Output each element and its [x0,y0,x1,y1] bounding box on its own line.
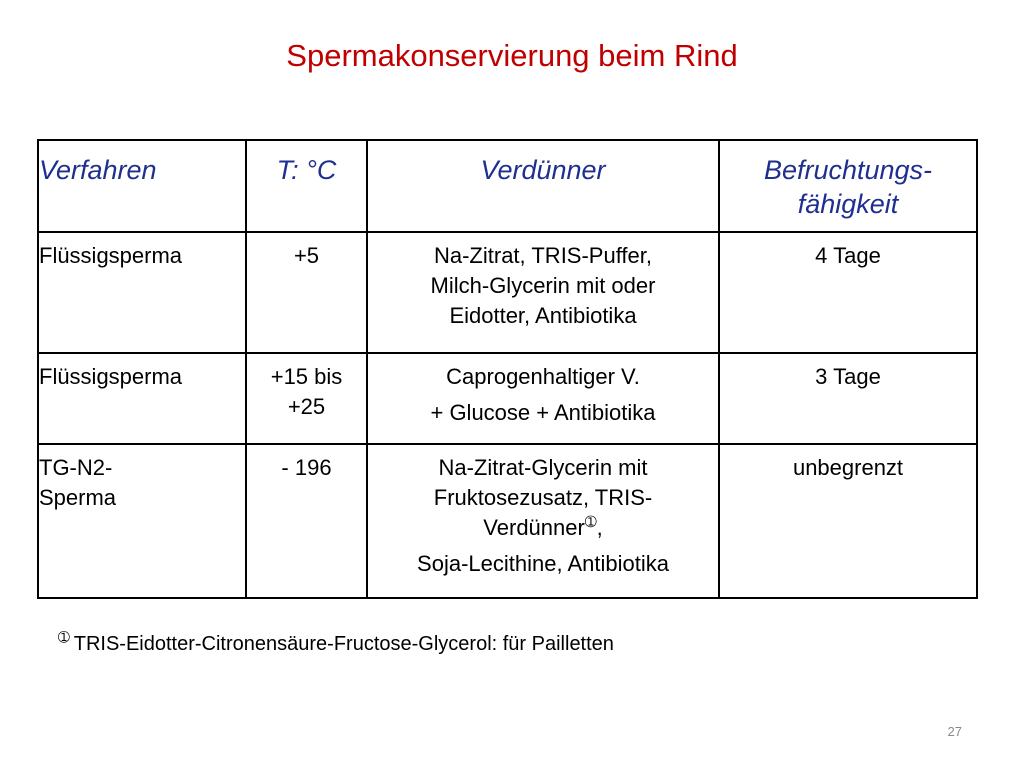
cell-line: + Glucose + Antibiotika [430,400,656,425]
cell-line: +5 [293,243,320,268]
cell-befruchtung: 3 Tage [719,353,977,444]
cell-line: +15 bis [270,364,343,389]
cell-line-with-footnote [368,513,718,543]
footnote [58,630,614,658]
cell-line: +25 [287,394,326,419]
cell-temperature [246,353,367,444]
cell-verfahren [38,444,246,598]
cell-line: Na-Zitrat-Glycerin mit [438,455,648,480]
cell-line: TG-N2- [39,455,113,480]
header-befruchtung-line-1: Befruchtungs- [763,155,933,185]
cell-verfahren [38,353,246,444]
cell-verduenner [367,353,719,444]
header-temperature: T: °C [246,140,367,232]
table-row [38,232,977,353]
cell-verduenner [367,444,719,598]
cell-line: Fruktosezusatz, TRIS- [433,485,653,510]
cell-line: Soja-Lecithine, Antibiotika [417,551,669,576]
header-befruchtungsfaehigkeit [719,140,977,232]
cell-befruchtung: unbegrenzt [719,444,977,598]
cell-temperature [246,444,367,598]
header-befruchtung-line-2: fähigkeit [797,189,899,219]
table-row [38,353,977,444]
cell-line: Sperma [39,485,117,510]
footnote-mark: ➀ [584,513,597,530]
cell-verduenner [367,232,719,353]
cell-line: Na-Zitrat, TRIS-Puffer, [433,243,653,268]
table-header-row [38,140,977,232]
cell-text-punct: , [596,515,603,540]
footnote-text: TRIS-Eidotter-Citronensäure-Fructose-Glycerol: für Pailletten [73,633,614,655]
header-verduenner: Verdünner [367,140,719,232]
cell-line: Milch-Glycerin mit oder [430,273,656,298]
cell-line: Caprogenhaltiger V. [446,364,640,389]
cell-line: Flüssigsperma [39,364,183,389]
cell-verfahren [38,232,246,353]
header-verfahren: Verfahren [38,140,246,232]
cell-befruchtung: 4 Tage [719,232,977,353]
cell-line: - 196 [281,455,332,480]
cell-line: Eidotter, Antibiotika [449,303,637,328]
cell-line: Flüssigsperma [39,243,183,268]
cell-temperature [246,232,367,353]
sperm-preservation-table [37,139,978,599]
page-number: 27 [947,724,962,739]
table-row [38,444,977,598]
cell-text: Verdünner [483,515,585,540]
footnote-mark: ➀ [58,629,70,646]
slide-title: Spermakonservierung beim Rind [286,38,738,73]
